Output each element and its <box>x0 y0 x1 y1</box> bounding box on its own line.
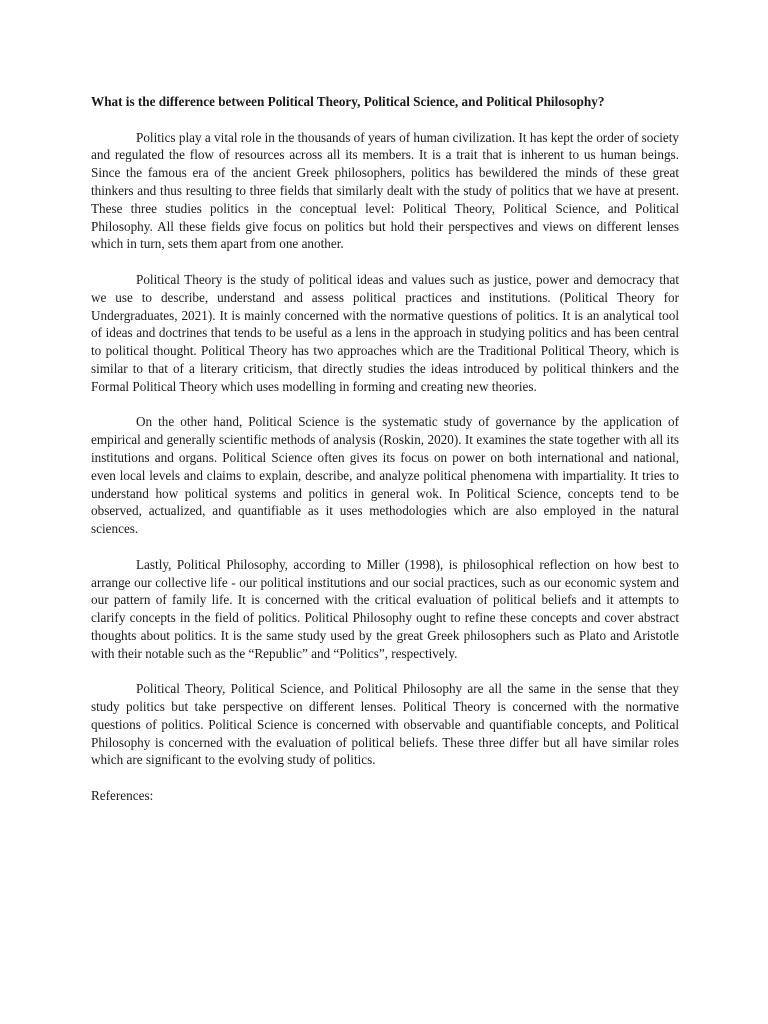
paragraph-conclusion: Political Theory, Political Science, and Political Philosophy are all the same in the sense that they study politics but take perspective on different lenses. Political Theory is concerned with the normative questions of politics. Political Science is concerned with observable and quantifiable concepts, and Political Philosophy is concerned with the evaluation of political beliefs. These three differ but all have similar roles which are significant to the evolving study of politics. <box>91 681 679 768</box>
document-page <box>91 93 679 805</box>
paragraph-political-science: On the other hand, Political Science is the systematic study of governance by the application of empirical and generally scientific methods of analysis (Roskin, 2020). It examines the state together with all its institutions and organs. Political Science often gives its focus on power on both international and national, even local levels and claims to explain, describe, and analyze political phenomena with impartiality. It tries to understand how political systems and politics in general wok. In Political Science, concepts tend to be observed, actualized, and quantifiable as it uses methodologies which are also employed in the natural sciences. <box>91 414 679 537</box>
paragraph-political-theory: Political Theory is the study of political ideas and values such as justice, power and democracy that we use to describe, understand and assess political practices and institutions. (Political Theory for Undergraduates, 2021). It is mainly concerned with the normative questions of politics. It is an analytical tool of ideas and doctrines that tends to be useful as a lens in the approach in studying politics and has been central to political thought. Political Theory has two approaches which are the Traditional Political Theory, which is similar to that of a literary criticism, that directly studies the ideas introduced by political thinkers and the Formal Political Theory which uses modelling in forming and creating new theories. <box>91 271 679 394</box>
document-title: What is the difference between Political Theory, Political Science, and Political Philosophy? <box>91 94 605 109</box>
paragraph-political-philosophy: Lastly, Political Philosophy, according to Miller (1998), is philosophical reflection on how best to arrange our collective life - our political institutions and our social practices, such as our economic system and our pattern of family life. It is concerned with the critical evaluation of political beliefs and it attempts to clarify concepts in the field of politics. Political Philosophy ought to refine these concepts and cover abstract thoughts about politics. It is the same study used by the great Greek philosophers such as Plato and Aristotle with their notable such as the “Republic” and “Politics”, respectively. <box>91 556 679 661</box>
references-heading: References: <box>91 788 154 804</box>
paragraph-introduction: Politics play a vital role in the thousands of years of human civilization. It has kept the order of society and regulated the flow of resources across all its members. It is a trait that is inherent to us human beings. Since the famous era of the ancient Greek philosophers, politics has bewildered the minds of these great thinkers and thus resulting to three fields that similarly dealt with the study of politics that we have at present. These three studies politics in the conceptual level: Political Theory, Political Science, and Political Philosophy. All these fields give focus on politics but hold their perspectives and views on different lenses which in turn, sets them apart from one another. <box>91 129 679 252</box>
